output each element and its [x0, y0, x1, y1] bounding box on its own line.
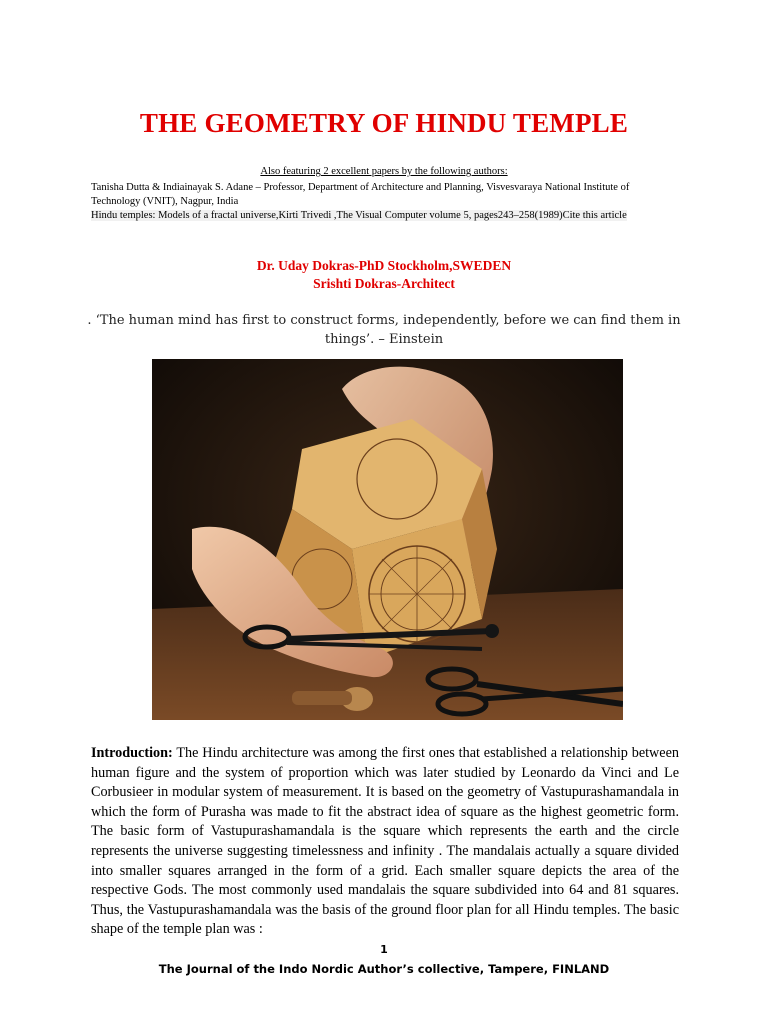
intro-text: The Hindu architecture was among the first ones that established a relationship between human figure and the system of proportion which was later studied by Leonardo da Vinci and Le Corbusieer in modular system of measurement. It is based on the geometry of Vastupurashamandala in which the form of Purasha was made to fit the abstract idea of square as the highest geometric form. The basic form of Vastupurashamandala is the square which represents the earth and the circle represents the universe suggesting timelessness and infinity . The mandalais actually a square divided into smaller squares arranged in the form of a grid. Each smaller square depicts the area of the respective Gods. The most commonly used mandalais the square subdivided into 64 and 81 squares. Thus, the Vastupurashamandala was the basis of the ground floor plan for all Hindu temples. The basic shape of the temple plan was :: [91, 745, 679, 938]
page-number: 1: [380, 943, 388, 956]
authors-line-3: [91, 209, 691, 223]
cube-hands-photo: [152, 359, 623, 720]
introduction-paragraph: [91, 744, 679, 940]
journal-footer: The Journal of the Indo Nordic Author’s collective, Tampere, FINLAND: [158, 962, 610, 976]
byline-author-1: Dr. Uday Dokras-PhD Stockholm,SWEDEN: [256, 258, 512, 273]
photo-illustration: [152, 359, 623, 720]
quote-line-1: . ‘The human mind has first to construct forms, independently, before we can find them in: [87, 313, 681, 328]
einstein-quote: [0, 311, 768, 349]
page-title: THE GEOMETRY OF HINDU TEMPLE: [139, 108, 629, 138]
quote-line-2: things’. – Einstein: [324, 332, 444, 347]
intro-label: Introduction:: [91, 745, 173, 761]
subtitle: Also featuring 2 excellent papers by the following authors:: [260, 166, 508, 177]
authors-line-2: Technology (VNIT), Nagpur, India: [91, 196, 239, 207]
citation-text: Hindu temples: Models of a fractal universe,Kirti Trivedi ,The Visual Computer volume 5, pages243–258(1989)Cite this article: [91, 210, 627, 221]
featured-authors: [91, 181, 691, 223]
byline-author-2: Srishti Dokras-Architect: [313, 276, 455, 291]
authors-line-1: Tanisha Dutta & Indiainayak S. Adane – Professor, Department of Architecture and Planning, Visvesvaraya National Institute of: [91, 182, 630, 193]
